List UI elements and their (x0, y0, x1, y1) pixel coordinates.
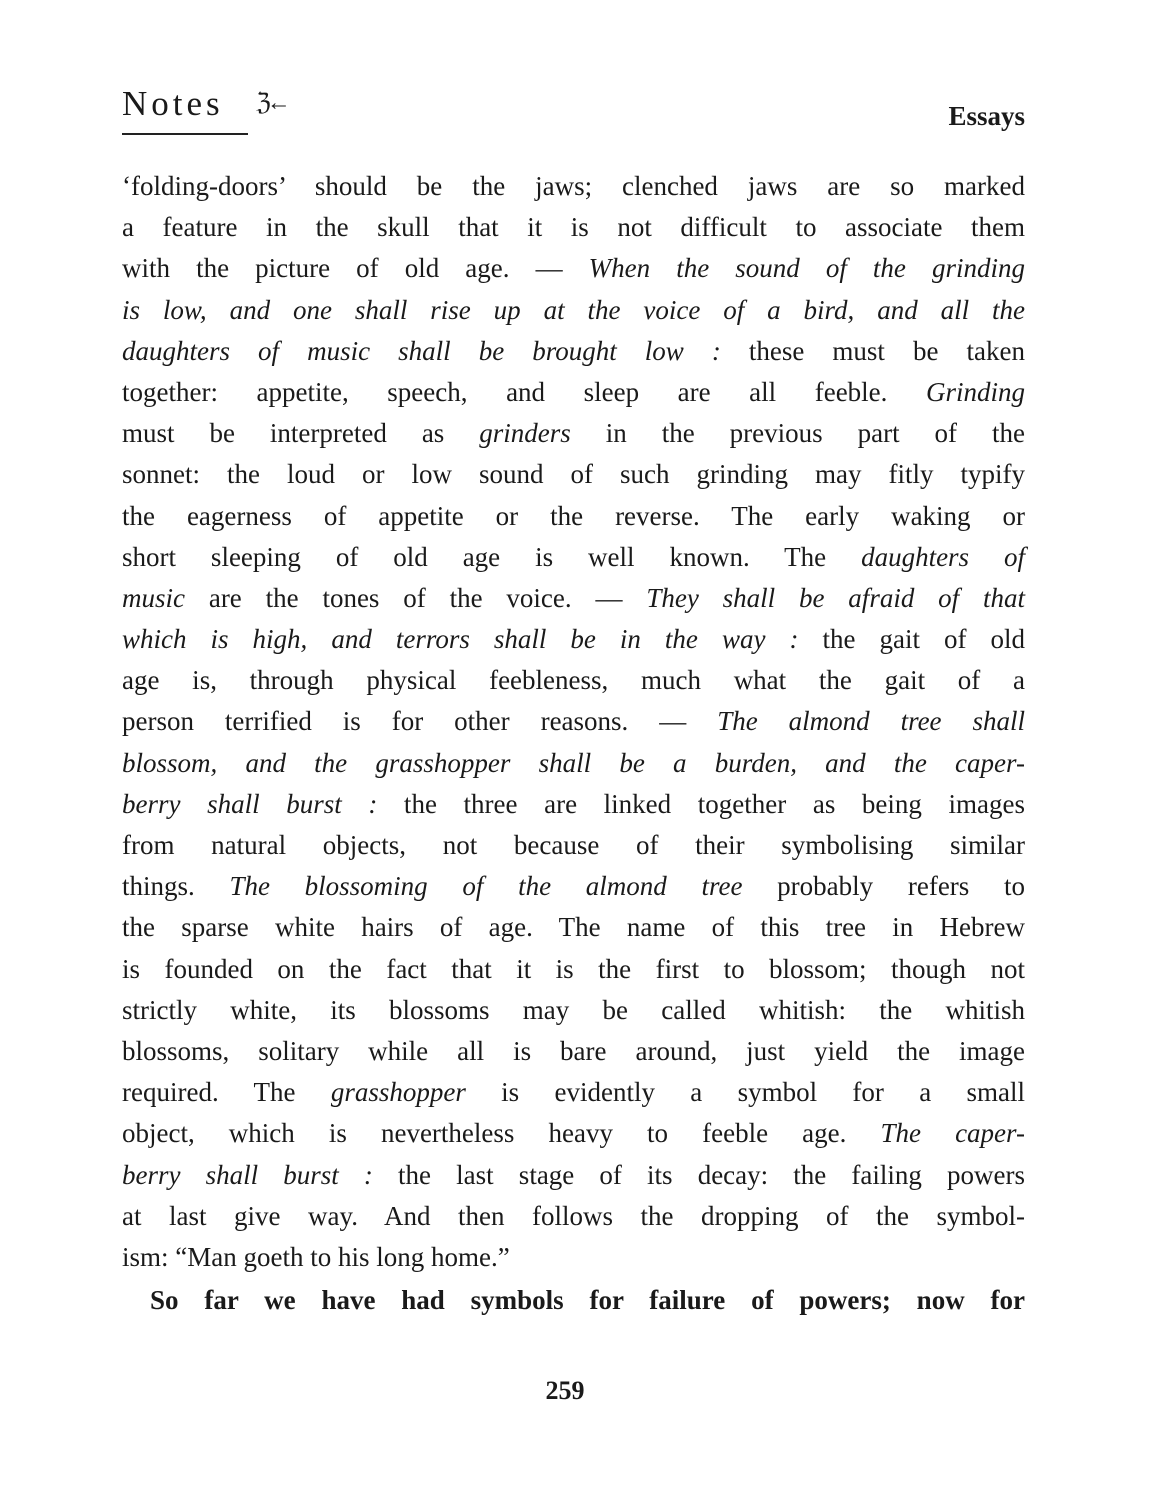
text-line (122, 454, 1025, 495)
italic-text: They shall be afraid of that (646, 582, 1025, 613)
text-line (122, 949, 1025, 990)
text-line (122, 1196, 1025, 1237)
text-run: person terrified is for other reasons. — (122, 706, 718, 737)
text-run: ism: “Man goeth to his long home.” (122, 1241, 510, 1272)
text-run: ‘folding-doors’ should be the jaws; clenched jaws are so marked (122, 171, 1025, 201)
italic-text: The almond tree shall (717, 706, 1025, 737)
text-line (122, 578, 1025, 619)
italic-text: music (122, 582, 185, 613)
text-run: these must be taken (720, 335, 1025, 366)
text-line (122, 866, 1025, 907)
text-run: at last give way. And then follows the dropping of the symbol- (122, 1200, 1025, 1231)
text-line (122, 701, 1025, 742)
text-run: is evidently a symbol for a small (465, 1077, 1025, 1108)
header-rule (122, 133, 248, 135)
text-run: object, which is nevertheless heavy to feeble age. (122, 1118, 881, 1149)
italic-text: grasshopper (330, 1077, 466, 1108)
text-run: the last stage of its decay: the failing powers (372, 1159, 1026, 1190)
text-line (122, 1031, 1025, 1072)
italic-text: Grinding (925, 376, 1025, 407)
text-line (122, 907, 1025, 948)
text-line (122, 331, 1025, 372)
text-line (122, 660, 1025, 701)
text-run: the gait of old (798, 624, 1026, 655)
italic-text: When the sound of the grinding (588, 253, 1025, 284)
text-line (122, 372, 1025, 413)
text-run: is founded on the fact that it is the first to blossom; though not (122, 953, 1025, 984)
text-run: together: appetite, speech, and sleep are all feeble. (122, 376, 926, 407)
text-run: are the tones of the voice. — (185, 582, 647, 613)
italic-text: grinders (479, 418, 571, 449)
text-line (122, 290, 1025, 331)
text-line (122, 619, 1025, 660)
text-run: the eagerness of appetite or the reverse. The early waking or (122, 500, 1025, 531)
text-run: things. (122, 871, 230, 902)
italic-text: daughters of (861, 541, 1025, 572)
italic-text: The caper- (880, 1118, 1025, 1149)
text-line (122, 743, 1025, 784)
text-line (122, 207, 1025, 248)
text-run: strictly white, its blossoms may be called whitish: the whitish (122, 994, 1025, 1025)
text-line (122, 1237, 1025, 1278)
running-head-essays: Essays (948, 101, 1025, 131)
text-line (122, 1072, 1025, 1113)
text-run: the sparse white hairs of age. The name of this tree in Hebrew (122, 912, 1025, 943)
text-line (122, 413, 1025, 454)
text-run: the three are linked together as being images (377, 788, 1025, 819)
italic-text: daughters of music shall be brought low : (122, 335, 721, 366)
text-run: required. The (122, 1077, 331, 1108)
text-line (122, 825, 1025, 866)
body-text (122, 166, 1025, 1321)
text-run: sonnet: the loud or low sound of such grinding may fitly typify (122, 459, 1025, 490)
italic-text: The blossoming of the almond tree (229, 871, 743, 902)
text-run: must be interpreted as (122, 418, 480, 449)
text-run: from natural objects, not because of their symbolising similar (122, 830, 1025, 860)
italic-text: blossom, and the grasshopper shall be a burden, and the caper- (122, 747, 1025, 778)
text-run: in the previous part of the (570, 418, 1025, 449)
running-head-notes: Notes (122, 84, 224, 123)
italic-text: is low, and one shall rise up at the voice of a bird, and all the (122, 294, 1025, 325)
italic-text: which is high, and terrors shall be in the way : (122, 624, 799, 655)
text-line (122, 248, 1025, 289)
text-run: short sleeping of old age is well known. The (122, 541, 862, 572)
text-line (122, 166, 1025, 207)
text-line (122, 537, 1025, 578)
text-line (122, 990, 1025, 1031)
page-number: 259 (545, 1376, 585, 1405)
text-run: age is, through physical feebleness, much what the gait of a (122, 665, 1025, 696)
text-line (122, 1280, 1025, 1321)
text-line (122, 1155, 1025, 1196)
text-line (122, 784, 1025, 825)
text-run: with the picture of old age. — (122, 253, 589, 284)
text-run: So far we have had symbols for failure of powers; now for (150, 1285, 1025, 1316)
text-run: a feature in the skull that it is not difficult to associate them (122, 212, 1025, 243)
italic-text: berry shall burst : (122, 1159, 373, 1190)
text-line (122, 1113, 1025, 1154)
text-run: probably refers to (742, 871, 1025, 902)
text-line (122, 496, 1025, 537)
text-run: blossoms, solitary while all is bare around, just yield the image (122, 1035, 1025, 1066)
ornament-icon: ℨ← (256, 90, 287, 116)
italic-text: berry shall burst : (122, 788, 378, 819)
